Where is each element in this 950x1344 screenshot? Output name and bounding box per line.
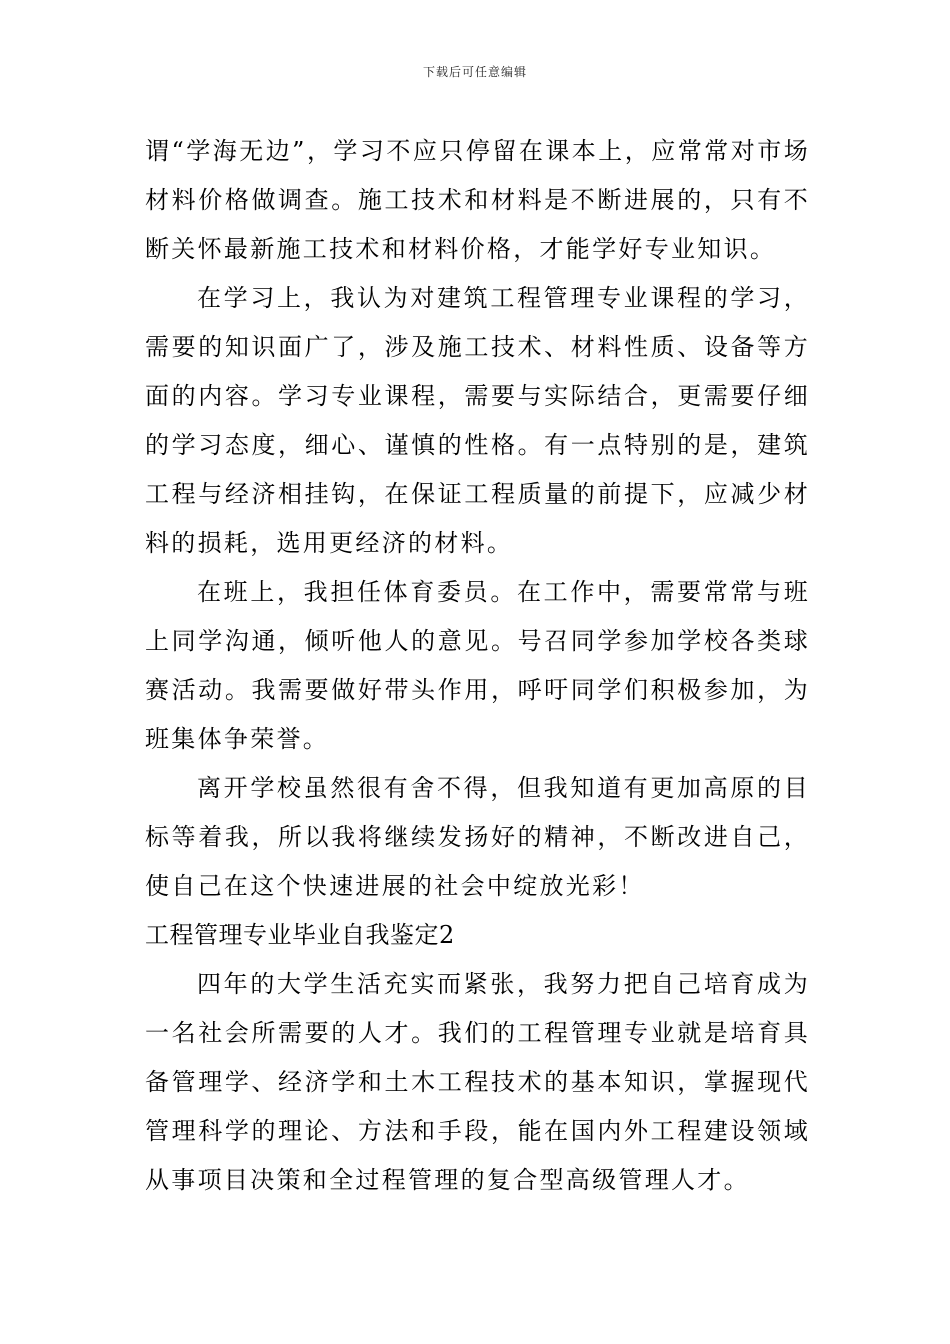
document-body xyxy=(145,127,810,1205)
paragraph-class-role: 在班上，我担任体育委员。在工作中，需要常常与班上同学沟通，倾听他人的意见。号召同学参加学校各类球赛活动。我需要做好带头作用，呼吁同学们积极参加，为班集体争荣誉。 xyxy=(145,578,810,753)
header-note: 下载后可任意编辑 xyxy=(422,65,527,79)
paragraph-study: 在学习上，我认为对建筑工程管理专业课程的学习，需要的知识面广了，涉及施工技术、材料性质、设备等方面的内容。学习专业课程，需要与实际结合，更需要仔细的学习态度，细心、谨慎的性格。有一点特别的是，建筑工程与经济相挂钩，在保证工程质量的前提下，应减少材料的损耗，选用更经济的材料。 xyxy=(145,284,810,557)
paragraph-leaving-school: 离开学校虽然很有舍不得，但我知道有更加高原的目标等着我，所以我将继续发扬好的精神，不断改进自己，使自己在这个快速进展的社会中绽放光彩！ xyxy=(145,774,810,900)
paragraph-university-life: 四年的大学生活充实而紧张，我努力把自己培育成为一名社会所需要的人才。我们的工程管理专业就是培育具备管理学、经济学和土木工程技术的基本知识，掌握现代管理科学的理论、方法和手段，能在国内外工程建设领域从事项目决策和全过程管理的复合型高级管理人才。 xyxy=(145,970,810,1194)
paragraph-continuation: 谓“学海无边”，学习不应只停留在课本上，应常常对市场材料价格做调查。施工技术和材料是不断进展的，只有不断关怀最新施工技术和材料价格，才能学好专业知识。 xyxy=(145,137,810,263)
section-heading: 工程管理专业毕业自我鉴定2 xyxy=(145,921,455,949)
